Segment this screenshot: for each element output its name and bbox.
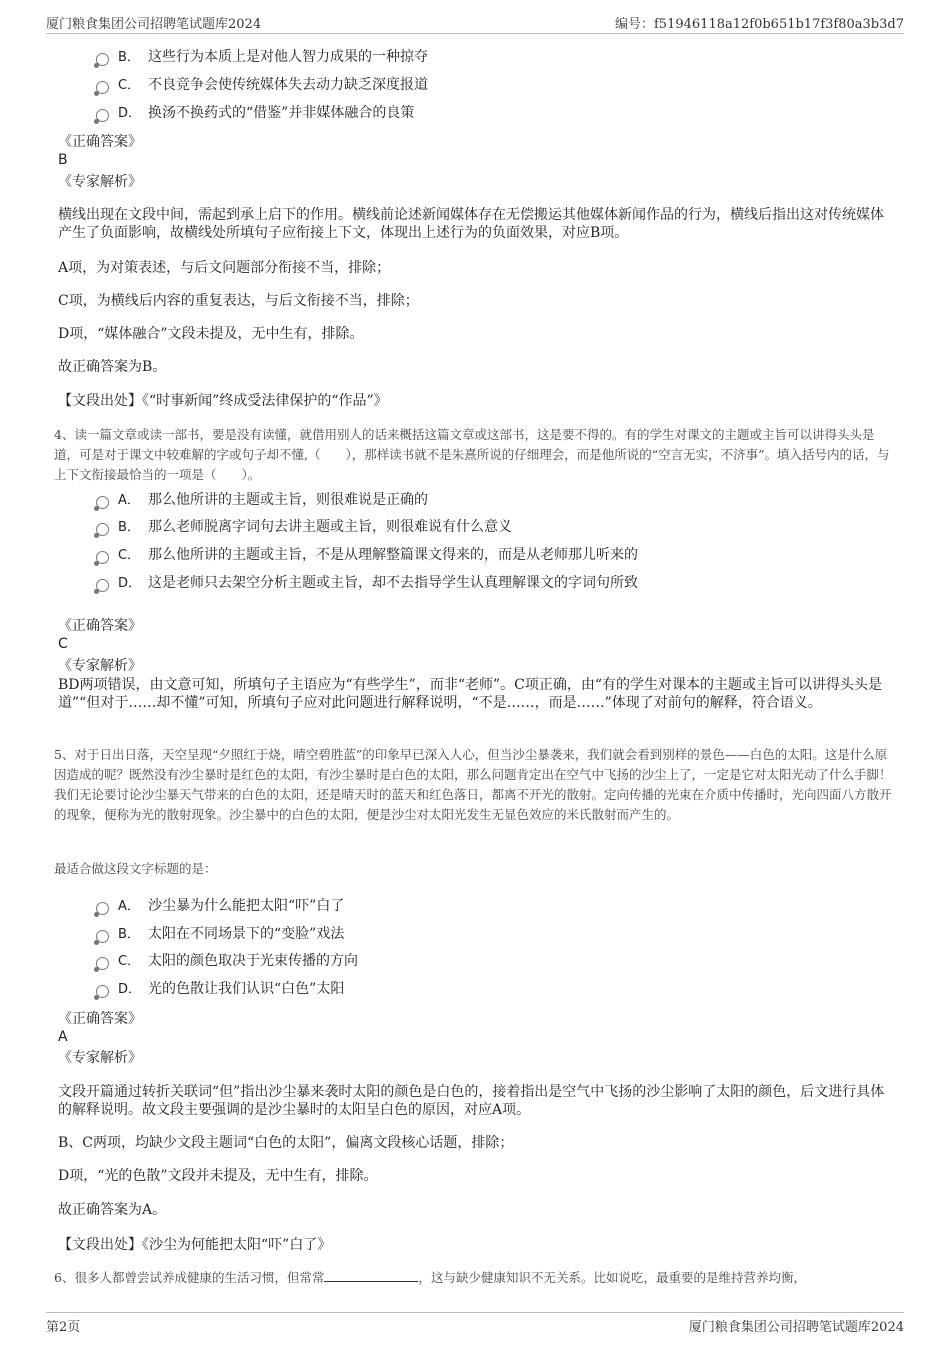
radio-icon[interactable]	[96, 579, 109, 592]
q5-analysis-label: 《专家解析》	[58, 1050, 142, 1066]
q5-option-a[interactable]: A． 沙尘暴为什么能把太阳“吓”白了	[96, 895, 344, 917]
q5-question: 5、对于日出日落，天空呈现“夕照红于烧，晴空碧胜蓝”的印象早已深入人心，但当沙尘暴袭来，我们就会看到别样的景色——白色的太阳。这是什么原因造成的呢？既然没有沙尘暴时是红色的太阳，有沙尘暴时是白色的太阳，那么问题肯定出在空气中飞扬的沙尘上了，一定是它对太阳光动了什么手脚！我们无论要讨论沙尘暴天气带来的白色的太阳，还是晴天时的蓝天和红色落日，都离不开光的散射。定向传播的光束在介质中传播时，光向四面八方散开的现象，便称为光的散射现象。沙尘暴中的白色的太阳，便是沙尘对太阳光发生无显色效应的米氏散射而产生的。	[54, 747, 892, 822]
radio-icon[interactable]	[96, 902, 109, 915]
q3-option-d[interactable]: D． 换汤不换药式的“借鉴”并非媒体融合的良策	[96, 102, 414, 124]
page-header	[46, 13, 904, 34]
q3-analysis-p1: 横线出现在文段中间，需起到承上启下的作用。横线前论述新闻媒体存在无偿搬运其他媒体新闻作品的行为，横线后指出这对传统媒体产生了负面影响，故横线处所填句子应衔接上下文，体现出上述行为的负面效果，对应B项。	[58, 207, 884, 241]
q3-option-b[interactable]: B． 这些行为本质上是对他人智力成果的一种掠夺	[96, 46, 428, 68]
q5-analysis-p3: D项，“光的色散”文段并未提及，无中生有，排除。	[58, 1168, 378, 1184]
q5-prompt: 最适合做这段文字标题的是：	[54, 861, 217, 876]
q4-option-d[interactable]: D． 这是老师只去架空分析主题或主旨，却不去指导学生认真理解课文的字词句所致	[96, 572, 638, 594]
radio-icon[interactable]	[96, 930, 109, 943]
q3-analysis-p5: 故正确答案为B。	[58, 359, 167, 375]
q3-analysis-label: 《专家解析》	[58, 174, 142, 190]
q5-option-c[interactable]: C． 太阳的颜色取决于光束传播的方向	[96, 950, 358, 972]
radio-icon[interactable]	[96, 53, 109, 66]
q3-analysis-p2: A项，为对策表述，与后文问题部分衔接不当，排除；	[58, 260, 391, 276]
q3-source: 【文段出处】《“时事新闻”终成受法律保护的“作品”》	[58, 393, 388, 409]
q3-option-c[interactable]: C． 不良竞争会使传统媒体失去动力缺乏深度报道	[96, 74, 428, 96]
q4-question: 4、读一篇文章或读一部书，要是没有读懂，就借用别人的话来概括这篇文章或这部书，这是要不得的。有的学生对课文的主题或主旨可以讲得头头是道，可是对于课文中较难解的字或句子却不懂,（ ），那样读书就不是朱熹所说的仔细理会，而是他所说的“空言无实，不济事”。填入括号内的话，与上下文衔接最恰当的一项是（ ）。	[54, 427, 890, 482]
q4-analysis: BD两项错误，由文意可知，所填句子主语应为“有些学生”，而非“老师”。C项正确，由“有的学生对课本的主题或主旨可以讲得头头是道”“但对于……却不懂”可知，所填句子应对此问题进行解释说明，“不是……，而是……”体现了对前句的解释，符合语义。	[58, 677, 883, 711]
q4-answer-label: 《正确答案》	[58, 618, 142, 634]
q4-analysis-label: 《专家解析》	[58, 658, 142, 674]
q3-analysis-p4: D项，“媒体融合”文段未提及，无中生有，排除。	[58, 326, 364, 342]
page-footer	[46, 1312, 904, 1335]
header-title: 厦门粮食集团公司招聘笔试题库2024	[46, 17, 262, 32]
q5-option-b[interactable]: B． 太阳在不同场景下的“变脸”戏法	[96, 923, 344, 945]
radio-icon[interactable]	[96, 957, 109, 970]
q3-answer: B	[58, 152, 68, 168]
q4-option-a[interactable]: A． 那么他所讲的主题或主旨，则很难说是正确的	[96, 489, 428, 511]
q5-answer: A	[58, 1029, 68, 1045]
radio-icon[interactable]	[96, 81, 109, 94]
radio-icon[interactable]	[96, 523, 109, 536]
radio-icon[interactable]	[96, 985, 109, 998]
q4-answer: C	[58, 636, 68, 652]
q4-option-c[interactable]: C． 那么他所讲的主题或主旨，不是从理解整篇课文得来的，而是从老师那儿听来的	[96, 544, 638, 566]
q5-analysis-p2: B、C两项，均缺少文段主题词“白色的太阳”，偏离文段核心话题，排除；	[58, 1135, 514, 1151]
q6-question: 6、很多人都曾尝试养成健康的生活习惯，但常常 ，这与缺少健康知识不无关系。比如说吃，最重要的是维持营养均衡，	[54, 1270, 806, 1285]
fill-blank[interactable]	[324, 1269, 418, 1282]
radio-icon[interactable]	[96, 496, 109, 509]
radio-icon[interactable]	[96, 551, 109, 564]
q5-answer-label: 《正确答案》	[58, 1011, 142, 1027]
q3-answer-label: 《正确答案》	[58, 134, 142, 150]
page-number: 第2页	[46, 1320, 81, 1335]
header-serial: 编号：f51946118a12f0b651b17f3f80a3b3d7	[615, 17, 904, 32]
q5-option-d[interactable]: D． 光的色散让我们认识“白色”太阳	[96, 978, 344, 1000]
footer-title: 厦门粮食集团公司招聘笔试题库2024	[688, 1320, 904, 1335]
q3-analysis-p3: C项，为横线后内容的重复表达，与后文衔接不当，排除；	[58, 293, 419, 309]
q4-option-b[interactable]: B． 那么老师脱离字词句去讲主题或主旨，则很难说有什么意义	[96, 516, 512, 538]
q5-analysis-p4: 故正确答案为A。	[58, 1202, 167, 1218]
q5-source: 【文段出处】《沙尘为何能把太阳“吓”白了》	[58, 1237, 332, 1253]
radio-icon[interactable]	[96, 109, 109, 122]
q5-analysis-p1: 文段开篇通过转折关联词“但”指出沙尘暴来袭时太阳的颜色是白色的，接着指出是空气中飞扬的沙尘影响了太阳的颜色，后文进行具体的解释说明。故文段主要强调的是沙尘暴时的太阳呈白色的原因，对应A项。	[58, 1084, 885, 1118]
